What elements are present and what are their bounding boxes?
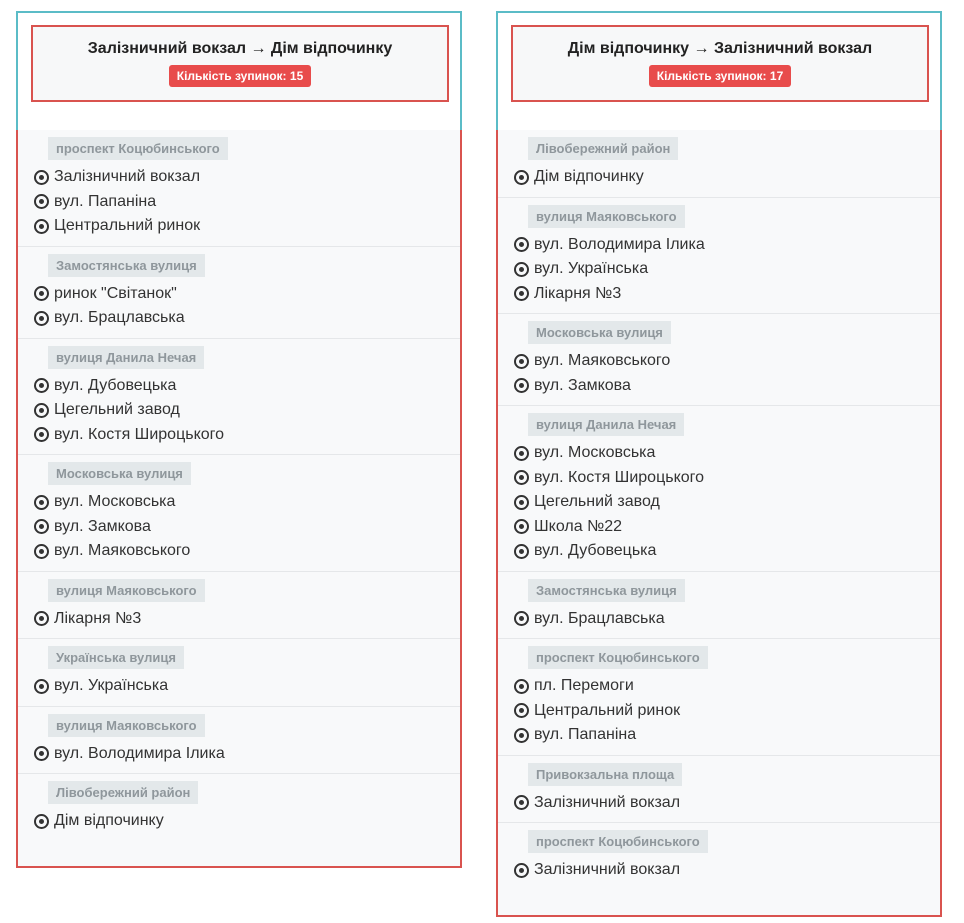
radio-dot-icon [34, 611, 49, 626]
stop-item [34, 374, 460, 399]
route-title: Залізничний вокзал → Дім відпочинку [87, 40, 393, 57]
route-title-box [31, 25, 449, 102]
street-group [498, 198, 940, 315]
radio-dot-icon [514, 795, 529, 810]
stop-name: Центральний ринок [54, 217, 201, 234]
radio-dot-icon [514, 495, 529, 510]
street-group [18, 339, 460, 456]
radio-dot-icon [514, 728, 529, 743]
radio-dot-icon [514, 354, 529, 369]
street-label: Московська вулиця [48, 462, 191, 485]
street-label: вулиця Маяковського [48, 714, 205, 737]
stop-item [514, 490, 940, 515]
stop-name: Цегельний завод [534, 493, 660, 510]
stop-item [514, 515, 940, 540]
stop-name: вул. Дубовецька [54, 376, 177, 394]
street-label: Замостянська вулиця [528, 579, 685, 602]
stop-name: Лікарня №3 [54, 609, 142, 627]
stop-name: вул. Українська [54, 677, 169, 694]
radio-dot-icon [34, 378, 49, 393]
stop-name: Школа №22 [534, 517, 623, 535]
street-label: Українська вулиця [48, 646, 184, 669]
street-group [498, 572, 940, 640]
stop-name: вул. Костя Широцького [534, 468, 705, 486]
stop-name: ринок "Світанок" [54, 284, 177, 302]
stop-item [514, 374, 940, 399]
stop-item [34, 190, 460, 215]
stops-count-badge: Кількість зупинок: 15 [169, 65, 312, 87]
radio-dot-icon [34, 219, 49, 234]
stop-item [514, 674, 940, 699]
street-label: Лівобережний район [48, 781, 198, 804]
stop-item [514, 257, 940, 282]
stop-item [34, 515, 460, 540]
street-group [18, 572, 460, 640]
radio-dot-icon [514, 170, 529, 185]
street-label: проспект Коцюбинського [528, 646, 708, 669]
radio-dot-icon [514, 378, 529, 393]
street-label: проспект Коцюбинського [48, 137, 228, 160]
stop-item [514, 282, 940, 307]
stop-item [514, 723, 940, 748]
stop-item [514, 539, 940, 564]
radio-dot-icon [514, 470, 529, 485]
radio-dot-icon [514, 611, 529, 626]
stop-name: Цегельний завод [54, 401, 180, 418]
stop-name: вул. Брацлавська [54, 309, 185, 326]
radio-dot-icon [34, 679, 49, 694]
stop-item [34, 214, 460, 239]
stop-item [514, 607, 940, 632]
radio-dot-icon [514, 286, 529, 301]
radio-dot-icon [34, 403, 49, 418]
stop-name: вул. Московська [534, 444, 656, 461]
street-group [498, 823, 940, 890]
radio-dot-icon [514, 262, 529, 277]
street-label: Привокзальна площа [528, 763, 682, 786]
radio-dot-icon [514, 446, 529, 461]
radio-dot-icon [514, 237, 529, 252]
street-label: вулиця Маяковського [528, 205, 685, 228]
route-title-box [511, 25, 929, 102]
stop-item [34, 423, 460, 448]
street-group [498, 756, 940, 824]
radio-dot-icon [34, 194, 49, 209]
street-group [18, 247, 460, 339]
street-label: Московська вулиця [528, 321, 671, 344]
stops-list [16, 130, 462, 868]
street-group [18, 455, 460, 572]
street-label: вулиця Маяковського [48, 579, 205, 602]
radio-dot-icon [34, 427, 49, 442]
street-label: Лівобережний район [528, 137, 678, 160]
stop-item [514, 165, 940, 190]
street-group [18, 639, 460, 707]
route-panel-forward [16, 11, 462, 868]
stop-name: вул. Замкова [534, 376, 631, 394]
stop-item [514, 858, 940, 883]
radio-dot-icon [514, 703, 529, 718]
stop-name: вул. Папаніна [54, 192, 157, 210]
stop-item [514, 791, 940, 816]
stop-name: Залізничний вокзал [54, 168, 201, 185]
stop-item [34, 490, 460, 515]
stop-name: вул. Папаніна [534, 726, 637, 743]
street-group [498, 314, 940, 406]
street-group [18, 774, 460, 841]
stop-item [514, 699, 940, 724]
stop-name: пл. Перемоги [534, 677, 634, 694]
radio-dot-icon [34, 286, 49, 301]
stop-name: вул. Костя Широцького [54, 425, 225, 443]
radio-dot-icon [34, 544, 49, 559]
radio-dot-icon [34, 170, 49, 185]
stop-name: вул. Дубовецька [534, 542, 657, 559]
stop-item [34, 306, 460, 331]
stops-list [496, 130, 942, 917]
stop-item [34, 165, 460, 190]
stop-name: вул. Українська [534, 260, 649, 277]
stop-item [34, 809, 460, 834]
street-group [18, 130, 460, 247]
stop-name: Залізничний вокзал [534, 861, 681, 878]
stop-name: Залізничний вокзал [534, 793, 681, 811]
stop-name: вул. Московська [54, 493, 176, 510]
radio-dot-icon [34, 746, 49, 761]
stop-name: вул. Володимира Ілика [534, 235, 705, 253]
street-label: вулиця Данила Нечая [528, 413, 684, 436]
stop-item [514, 466, 940, 491]
stop-name: Дім відпочинку [534, 168, 644, 185]
radio-dot-icon [34, 519, 49, 534]
stop-name: вул. Брацлавська [534, 609, 665, 627]
stop-item [34, 674, 460, 699]
stop-name: вул. Маяковського [54, 542, 191, 559]
stop-name: Центральний ринок [534, 701, 681, 719]
street-group [18, 707, 460, 775]
street-label: проспект Коцюбинського [528, 830, 708, 853]
stop-name: вул. Маяковського [534, 352, 671, 369]
radio-dot-icon [514, 519, 529, 534]
route-header [496, 11, 942, 130]
radio-dot-icon [34, 311, 49, 326]
stop-item [514, 441, 940, 466]
stops-count-badge: Кількість зупинок: 17 [649, 65, 792, 87]
radio-dot-icon [34, 814, 49, 829]
stop-item [34, 607, 460, 632]
stop-item [514, 233, 940, 258]
stop-item [34, 539, 460, 564]
street-group [498, 406, 940, 572]
street-group [498, 639, 940, 756]
radio-dot-icon [514, 544, 529, 559]
street-group [498, 130, 940, 198]
radio-dot-icon [34, 495, 49, 510]
stop-item [514, 349, 940, 374]
stop-name: Дім відпочинку [54, 812, 164, 829]
radio-dot-icon [514, 679, 529, 694]
stop-item [34, 282, 460, 307]
street-label: вулиця Данила Нечая [48, 346, 204, 369]
stop-item [34, 398, 460, 423]
stop-name: вул. Володимира Ілика [54, 744, 225, 762]
radio-dot-icon [514, 863, 529, 878]
street-label: Замостянська вулиця [48, 254, 205, 277]
route-panel-return [496, 11, 942, 917]
stop-item [34, 742, 460, 767]
stop-name: Лікарня №3 [534, 284, 622, 302]
stop-name: вул. Замкова [54, 517, 151, 535]
route-title: Дім відпочинку → Залізничний вокзал [567, 40, 873, 57]
route-header [16, 11, 462, 130]
